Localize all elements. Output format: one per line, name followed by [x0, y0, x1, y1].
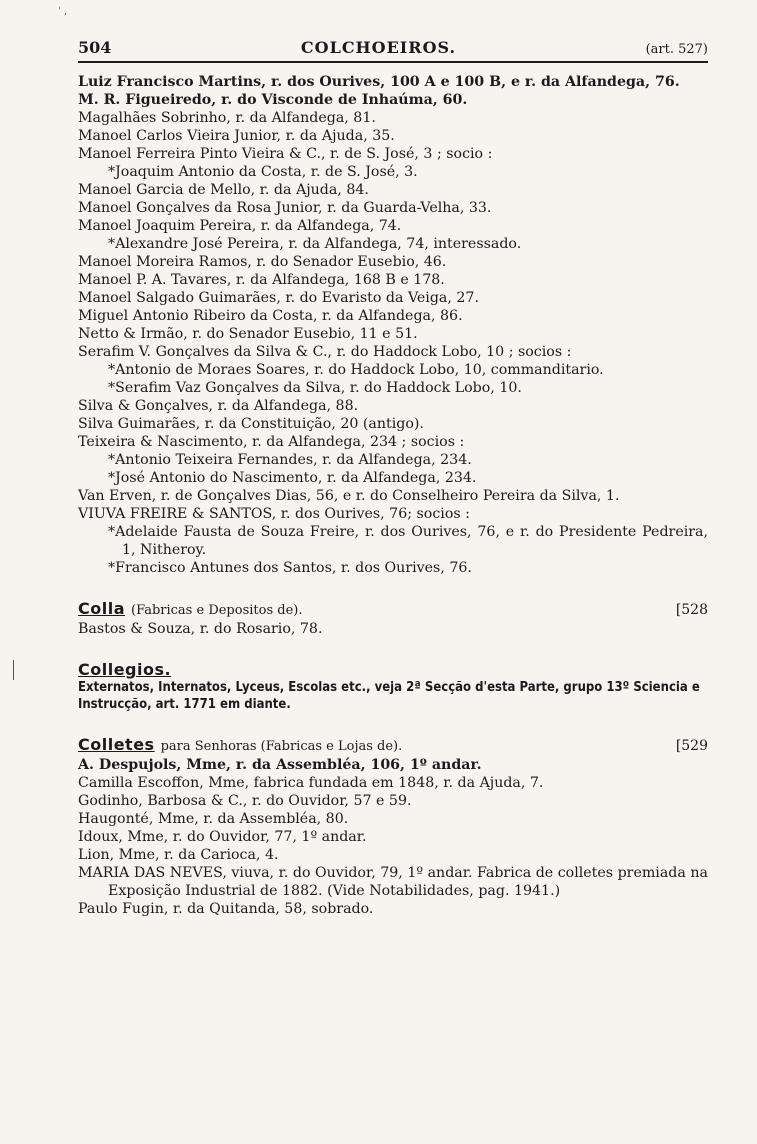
article-ref: (art. 527)	[645, 42, 708, 57]
list-item: Magalhães Sobrinho, r. da Alfandega, 81.	[78, 110, 376, 126]
list-item: Godinho, Barbosa & C., r. do Ouvidor, 57 e 59.	[78, 793, 412, 809]
list-item: Silva Guimarães, r. da Constituição, 20 (antigo).	[78, 416, 424, 432]
section-collegios	[78, 660, 708, 679]
section-note: Externatos, Internatos, Lyceus, Escolas etc., veja 2ª Secção d'esta Parte, grupo 13º Sciencia e Instrucção, art. 1771 em diante.	[78, 680, 700, 712]
list-item: Silva & Gonçalves, r. da Alfandega, 88.	[78, 398, 359, 414]
section-heading: Collegios.	[78, 660, 172, 679]
section-colletes	[78, 735, 708, 754]
list-item: Manoel Joaquim Pereira, r. da Alfandega, 74.	[78, 218, 402, 234]
list-item: Idoux, Mme, r. do Ouvidor, 77, 1º andar.	[78, 829, 367, 845]
list-item: Lion, Mme, r. da Carioca, 4.	[78, 847, 279, 863]
list-item: Manoel Gonçalves da Rosa Junior, r. da Guarda-Velha, 33.	[78, 200, 492, 216]
list-item: *Serafim Vaz Gonçalves da Silva, r. do Haddock Lobo, 10.	[108, 380, 522, 396]
list-item: *Francisco Antunes dos Santos, r. dos Ourives, 76.	[108, 560, 472, 576]
list-item: Manoel Salgado Guimarães, r. do Evaristo da Veiga, 27.	[78, 290, 479, 306]
entry-list	[78, 73, 708, 577]
page	[78, 38, 708, 918]
list-item: Camilla Escoffon, Mme, fabrica fundada em 1848, r. da Ajuda, 7.	[78, 775, 544, 791]
list-item: Luiz Francisco Martins, r. dos Ourives, 100 A e 100 B, e r. da Alfandega, 76.	[78, 74, 680, 90]
margin-line	[13, 660, 14, 680]
list-item: Paulo Fugin, r. da Quitanda, 58, sobrado.	[78, 901, 374, 917]
list-item: Manoel Garcia de Mello, r. da Ajuda, 84.	[78, 182, 369, 198]
list-item: M. R. Figueiredo, r. do Visconde de Inhaúma, 60.	[78, 92, 468, 108]
list-item: Manoel Ferreira Pinto Vieira & C., r. de S. José, 3 ; socio :	[78, 146, 493, 162]
section-ref: [529	[675, 738, 708, 754]
entry-list	[78, 620, 708, 638]
section-heading: Colletes	[78, 735, 155, 754]
list-item: Manoel P. A. Tavares, r. da Alfandega, 168 B e 178.	[78, 272, 445, 288]
list-item: *Alexandre José Pereira, r. da Alfandega, 74, interessado.	[108, 236, 522, 252]
page-number: 504	[78, 38, 112, 57]
entry-list	[78, 756, 708, 918]
list-item: Manoel Carlos Vieira Junior, r. da Ajuda, 35.	[78, 128, 395, 144]
list-item: *Antonio de Moraes Soares, r. do Haddock Lobo, 10, commanditario.	[108, 362, 604, 378]
page-title: COLCHOEIROS.	[300, 38, 457, 57]
margin-mark: ' ,	[58, 6, 68, 17]
list-item: VIUVA FREIRE & SANTOS, r. dos Ourives, 76; socios :	[78, 506, 470, 522]
list-item: *Joaquim Antonio da Costa, r. de S. José, 3.	[108, 164, 418, 180]
section-colla	[78, 599, 708, 618]
list-item: MARIA DAS NEVES, viuva, r. do Ouvidor, 79, 1º andar. Fabrica de colletes premiada na Exposição Industrial de 1882. (Vide Notabilidades, pag. 1941.)	[78, 865, 708, 899]
list-item: Miguel Antonio Ribeiro da Costa, r. da Alfandega, 86.	[78, 308, 463, 324]
list-item: Serafim V. Gonçalves da Silva & C., r. do Haddock Lobo, 10 ; socios :	[78, 344, 572, 360]
list-item: Teixeira & Nascimento, r. da Alfandega, 234 ; socios :	[78, 434, 465, 450]
list-item: *Antonio Teixeira Fernandes, r. da Alfandega, 234.	[108, 452, 472, 468]
list-item: Van Erven, r. de Gonçalves Dias, 56, e r. do Conselheiro Pereira da Silva, 1.	[78, 488, 620, 504]
list-item: Haugonté, Mme, r. da Assembléa, 80.	[78, 811, 349, 827]
section-description: para Senhoras (Fabricas e Lojas de).	[160, 739, 403, 754]
page-header	[78, 38, 708, 63]
list-item: Bastos & Souza, r. do Rosario, 78.	[78, 621, 323, 637]
list-item: *Adelaide Fausta de Souza Freire, r. dos Ourives, 76, e r. do Presidente Pedreira, 1, Nitheroy.	[108, 524, 708, 558]
list-item: *José Antonio do Nascimento, r. da Alfandega, 234.	[108, 470, 477, 486]
list-item: Manoel Moreira Ramos, r. do Senador Eusebio, 46.	[78, 254, 447, 270]
section-heading: Colla	[78, 599, 125, 618]
section-ref: [528	[675, 602, 708, 618]
list-item: A. Despujols, Mme, r. da Assembléa, 106, 1º andar.	[78, 757, 482, 773]
list-item: Netto & Irmão, r. do Senador Eusebio, 11 e 51.	[78, 326, 418, 342]
section-description: (Fabricas e Depositos de).	[131, 603, 303, 618]
